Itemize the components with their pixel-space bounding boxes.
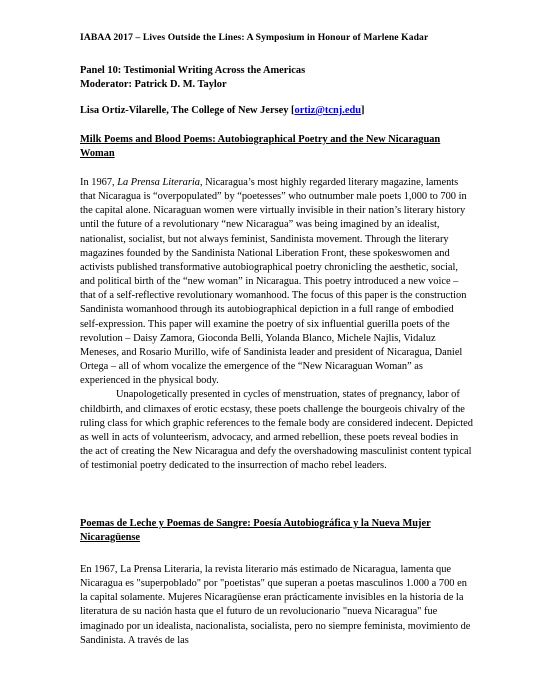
panel-title: Panel 10: Testimonial Writing Across the Americas <box>80 65 306 76</box>
english-p1-lead: In 1967, <box>80 177 118 188</box>
author-name: Lisa Ortiz-Vilarelle, The College of New Jersey [ <box>80 105 295 116</box>
english-p1-body: , Nicaragua’s most highly regarded literary magazine, laments that Nicaragua is “overpopulated” by “poetesses” who outnumber male poets 1,000 to 700 in the capital alone. Nicaraguan women were virtually invisible in their nation’s literary history until the future of a revolutionary “new Nicaragua” was being imagined by an idealist, nationalist, socialist, but not always feminist, Sandinista movement. Through the literary magazines founded by the Sandinista National Liberation Front, these spokeswomen and activists published transformative autobiographical poetry chronicling the aesthetic, social, and political birth of the “new woman” in Nicaragua. This poetry introduced a new voice – that of a self-reflective revolutionary womanhood. The focus of this paper is the construction Sandinista womanhood through its autobiographical depiction in a full range of embodied self-expression. This paper will examine the poetry of six influential guerilla poets of the revolution – Daisy Zamora, Gioconda Belli, Yolanda Blanco, Michele Najlis, Vidaluz Meneses, and Rosario Murillo, wife of Sandinista leader and president of Nicaragua, Daniel Ortega – all of whom vocalize the emergence of the “New Nicaraguan Woman” as experienced in the physical body. <box>80 177 467 387</box>
spanish-title: Poemas de Leche y Poemas de Sangre: Poesía Autobiográfica y la Nueva Mujer Nicaragüense <box>80 518 431 543</box>
symposium-header: IABAA 2017 – Lives Outside the Lines: A Symposium in Honour of Marlene Kadar <box>80 32 429 43</box>
spanish-abstract <box>80 563 473 648</box>
author-email-link[interactable]: ortiz@tcnj.edu <box>294 105 362 116</box>
panel-moderator: Moderator: Patrick D. M. Taylor <box>80 79 227 90</box>
english-paragraph-2: Unapologetically presented in cycles of menstruation, states of pregnancy, labor of childbirth, and climaxes of erotic ecstasy, these poets challenge the bourgeois chivalry of the ruling class for which graphic references to the female body are considered indecent. Depicted as well in acts of volunteerism, advocacy, and armed rebellion, these poets reveal bodies in the act of creating the New Nicaragua and defy the overshadowing masculinist content typical of testimonial poetry dedicated to the insurrection of macho rebel leaders. <box>80 389 473 472</box>
author-close-bracket: ] <box>361 105 365 116</box>
english-title: Milk Poems and Blood Poems: Autobiographical Poetry and the New Nicaraguan Woman <box>80 134 441 159</box>
author-line <box>80 104 500 118</box>
journal-name: La Prensa Literaria <box>117 177 200 188</box>
panel-info <box>80 64 480 92</box>
english-abstract <box>80 176 473 473</box>
english-paragraph-1 <box>80 176 473 388</box>
spanish-paragraph-1: En 1967, La Prensa Literaria, la revista literario más estimado de Nicaragua, lamenta que Nicaragua es "superpoblado" por "poetistas" que superan a poetas masculinos 1.000 a 700 en la capital solamente. Mujeres Nicaragüense eran prácticamente invisibles en la historia de la literatura de su nación hasta que el futuro de un revolucionario "nueva Nicaragua" fue imaginado por un idealista, nacionalista, socialista, pero no siempre feminista, movimiento de Sandinista. A través de las <box>80 564 471 646</box>
